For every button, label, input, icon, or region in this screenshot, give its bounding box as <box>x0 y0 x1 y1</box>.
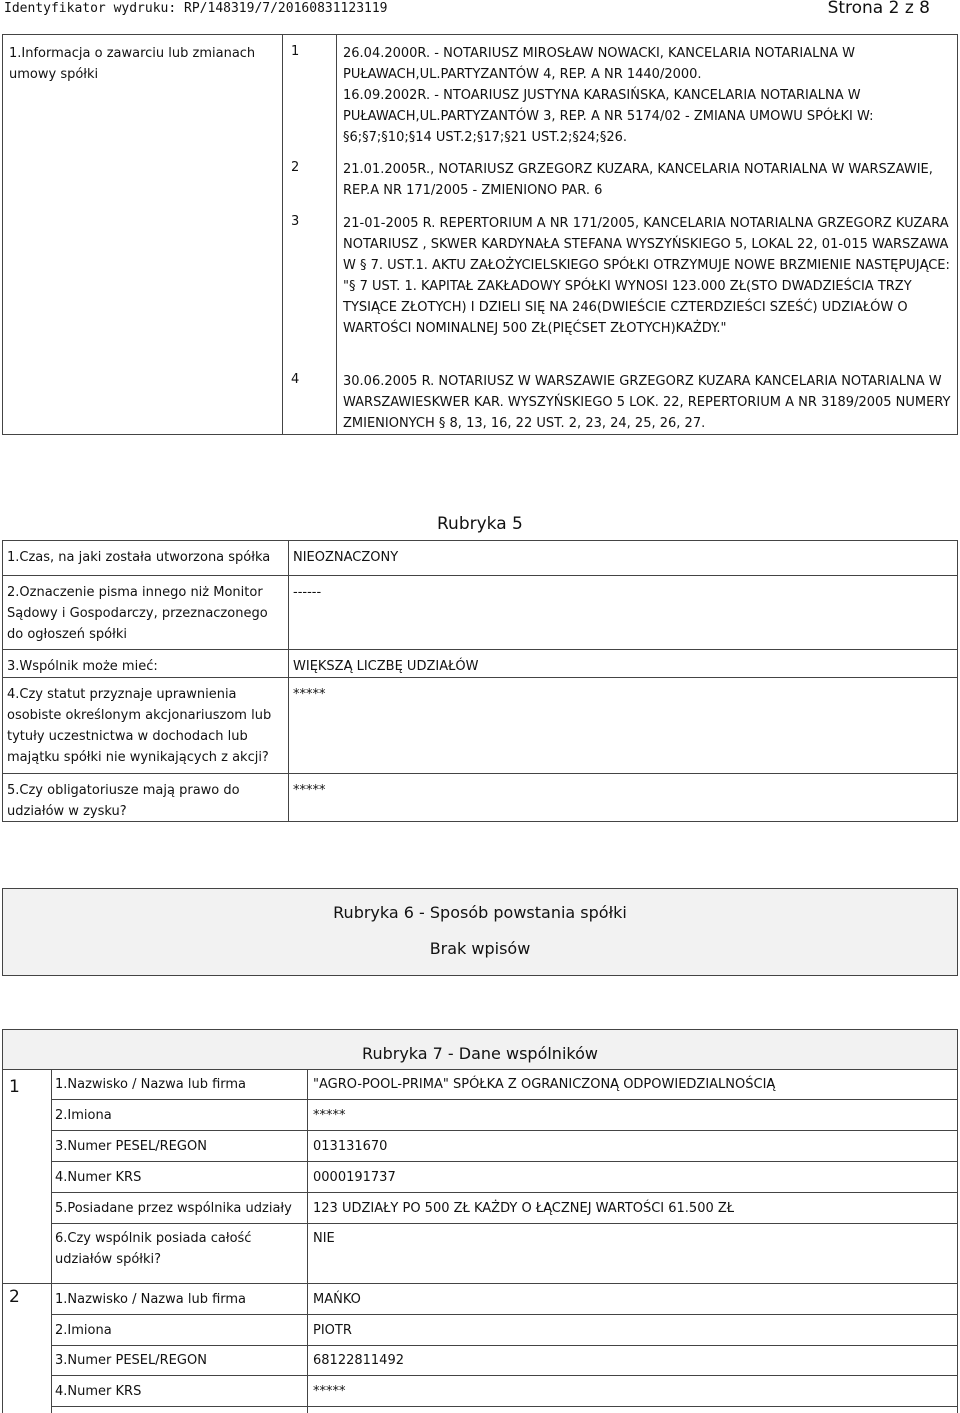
question-label: 3.Numer PESEL/REGON <box>55 1353 207 1368</box>
contract-info-table <box>2 34 958 435</box>
no-entries-text: Brak wpisów <box>429 939 531 958</box>
answer-value: ***** <box>293 783 326 798</box>
row-divider <box>3 1283 957 1284</box>
rubryka6-title: Rubryka 6 - Sposób powstania spółki <box>333 903 627 922</box>
entry-text: 30.06.2005 R. NOTARIUSZ W WARSZAWIE GRZEGORZ KUZARA KANCELARIA NOTARIALNA W WARSZAWIESKWER KAR. WYSZYŃSKIEGO 5 LOK. 22, REPERTORIUM A NR 3189/2005 NUMERY ZMIENIONYCH § 8, 13, 16, 22 UST. 2, 23, 24, 25, 26, 27. <box>343 374 951 431</box>
entry-number: 2 <box>291 160 300 175</box>
print-id: Identyfikator wydruku: RP/148319/7/20160831123119 <box>4 1 388 16</box>
question-label: 4.Czy statut przyznaje uprawnienia osobiste określonym akcjonariuszom lub tytuły uczestnictwa w dochodach lub majątku spółki nie wynikających z akcji? <box>7 687 272 765</box>
rubryka6-box <box>2 888 958 976</box>
column-divider <box>288 540 289 822</box>
answer-value: "AGRO-POOL-PRIMA" SPÓŁKA Z OGRANICZONĄ ODPOWIEDZIALNOŚCIĄ <box>313 1077 776 1092</box>
column-divider <box>51 1069 52 1413</box>
entry-number-column <box>283 35 337 434</box>
row-divider <box>51 1223 957 1224</box>
question-label: 5.Czy obligatoriusze mają prawo do udziałów w zysku? <box>7 783 240 819</box>
answer-value: 123 UDZIAŁY PO 500 ZŁ KAŻDY O ŁĄCZNEJ WARTOŚCI 61.500 ZŁ <box>313 1201 735 1216</box>
entry-text: 21-01-2005 R. REPERTORIUM A NR 171/2005, KANCELARIA NOTARIALNA GRZEGORZ KUZARA NOTARIUSZ , SKWER KARDYNAŁA STEFANA WYSZYŃSKIEGO 5, LOKAL 22, 01-015 WARSZAWA W § 7. UST.1. AKTU ZAŁOŻYCIELSKIEGO SPÓŁKI OTRZYMUJE NOWE BRZMIENIE NASTĘPUJĄCE: "§ 7 UST. 1. KAPITAŁ ZAKŁADOWY SPÓŁKI WYNOSI 123.000 ZŁ(STO DWADZIEŚCIA TRZY TYSIĄCE ZŁOTYCH) I DZIELI SIĘ NA 246(DWIEŚCIE CZTERDZIEŚCI SZEŚĆ) UDZIAŁÓW O WARTOŚCI NOMINALNEJ 500 ZŁ(PIĘĆSET ZŁOTYCH)KAŻDY." <box>343 216 950 336</box>
table-row <box>3 541 957 576</box>
question-label: 4.Numer KRS <box>55 1170 142 1185</box>
partners-table <box>2 1069 958 1413</box>
answer-value: WIĘKSZĄ LICZBĘ UDZIAŁÓW <box>293 659 479 674</box>
answer-value: 0000191737 <box>313 1170 396 1185</box>
table-row <box>3 576 957 650</box>
answer-value: ***** <box>313 1384 346 1399</box>
question-label: 1.Czas, na jaki została utworzona spółka <box>7 550 271 565</box>
question-label: 3.Wspólnik może mieć: <box>7 659 158 674</box>
answer-value: NIE <box>313 1231 335 1246</box>
entry-number: 4 <box>291 372 300 387</box>
table-row <box>3 774 957 821</box>
partner-number: 1 <box>9 1077 20 1097</box>
question-label: 2.Oznaczenie pisma innego niż Monitor Sądowy i Gospodarczy, przeznaczonego do ogłoszeń spółki <box>7 585 268 642</box>
entry-text: 16.09.2002R. - NTOARIUSZ JUSTYNA KARASIŃSKA, KANCELARIA NOTARIALNA W PUŁAWACH,UL.PARTYZANTÓW 3, REP. A NR 5174/02 - ZMIANA UMOWU SPÓŁKI W: §6;§7;§10;§14 UST.2;§17;§21 UST.2;§24;§26. <box>343 88 874 145</box>
question-label: 2.Imiona <box>55 1323 112 1338</box>
answer-value: ***** <box>313 1108 346 1123</box>
partner-number: 2 <box>9 1287 20 1307</box>
question-label: 1.Nazwisko / Nazwa lub firma <box>55 1077 247 1092</box>
answer-value: NIEOZNACZONY <box>293 550 399 565</box>
contract-info-label: 1.Informacja o zawarciu lub zmianach umowy spółki <box>3 35 283 434</box>
answer-value: 013131670 <box>313 1139 388 1154</box>
answer-value: MAŃKO <box>313 1292 361 1307</box>
entry-number: 3 <box>291 214 300 229</box>
row-divider <box>51 1192 957 1193</box>
question-label: 6.Czy wspólnik posiada całość udziałów spółki? <box>55 1231 252 1267</box>
row-divider <box>51 1314 957 1315</box>
row-divider <box>51 1099 957 1100</box>
row-divider <box>51 1375 957 1376</box>
answer-value: PIOTR <box>313 1323 352 1338</box>
rubryka5-table <box>2 540 958 822</box>
row-divider <box>51 1406 957 1407</box>
page-header <box>0 0 960 20</box>
rubryka5-title: Rubryka 5 <box>437 514 523 534</box>
table-row <box>3 678 957 774</box>
question-label: 4.Numer KRS <box>55 1384 142 1399</box>
question-label: 3.Numer PESEL/REGON <box>55 1139 207 1154</box>
answer-value: 68122811492 <box>313 1353 404 1368</box>
question-label: 2.Imiona <box>55 1108 112 1123</box>
entry-number: 1 <box>291 44 300 59</box>
entry-text: 21.01.2005R., NOTARIUSZ GRZEGORZ KUZARA, KANCELARIA NOTARIALNA W WARSZAWIE, REP.A NR 171/2005 - ZMIENIONO PAR. 6 <box>343 162 933 198</box>
question-label: 5.Posiadane przez wspólnika udziały <box>55 1201 292 1216</box>
row-divider <box>51 1345 957 1346</box>
answer-value: ------ <box>293 585 322 600</box>
row-divider <box>51 1130 957 1131</box>
row-divider <box>51 1161 957 1162</box>
answer-value: ***** <box>293 687 326 702</box>
table-row <box>3 650 957 678</box>
page-number: Strona 2 z 8 <box>827 0 930 18</box>
column-divider <box>307 1069 308 1413</box>
row-divider <box>3 1069 957 1070</box>
question-label: 1.Nazwisko / Nazwa lub firma <box>55 1292 247 1307</box>
rubryka7-title: Rubryka 7 - Dane wspólników <box>362 1044 598 1063</box>
entry-text: 26.04.2000R. - NOTARIUSZ MIROSŁAW NOWACKI, KANCELARIA NOTARIALNA W PUŁAWACH,UL.PARTYZANTÓW 4, REP. A NR 1440/2000. <box>343 46 855 82</box>
